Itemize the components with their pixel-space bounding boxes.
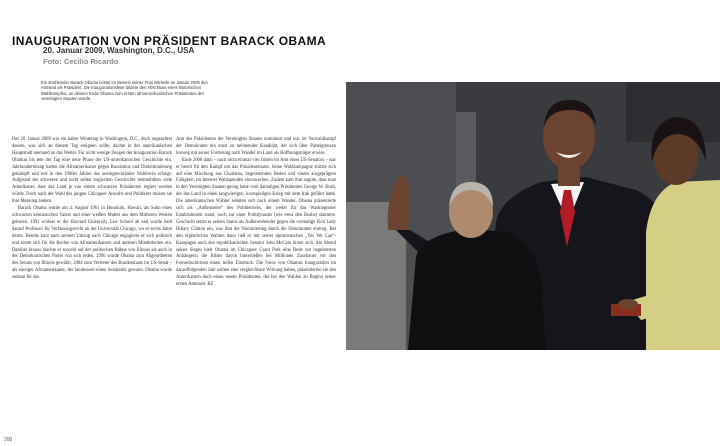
paragraph: Barack Obama wurde am 4. August 1961 in Honolulu, Hawaii, als Sohn eines schwarzen kenianischen Vaters und einer weißen Mutter aus dem Mittleren Westen geboren. 1991 schloss er die Harvard University Law School ab und wurde bald darauf Professor für Verfassungsrecht an der Universität Chicago, wo er sechs Jahre lehrte. Bereits kurz nach seinem Umzug nach Chicago engagierte er sich politisch und setzte sich für die Rechte von Afroamerikanern und anderen Minderheiten ein. Darüber hinaus machte er sowohl auf der politischen Bühne von Illinois als auch in der Demokratischen Partei von sich reden. 1996 wurde Obama zum Abgeordneten des Senats von Illinois gewählt, 2004 zum Vertreter des Bundesstaats im US-Senat – als einziger Afroamerikaner, der landesweit einen Senatssitz gewann. Obama wurde sodann für das [12,206,172,281]
paragraph-text: Ende 2008 dann – nach nicht einmal vier Jahren im Amt eines US-Senators – war er bereit für den Kampf um das Präsidentenamt. Seine Wahlkampagne stützte sich auf eine Mischung aus Charisma, begeisternden Reden und einem ausgeprägten Fähigkeit, im Internet Wahlspenden einzuwerben. Zudem kam ihm zugute, dass man in den Vereinigten Staaten genug hatte vom damaligen Präsidenten George W. Bush, der das Land in einen langwierigen, kostspieligen Krieg mit dem Irak geführt hatte. Die amerikanischen Wähler sehnten sich nach einem Wandel. Obama präsentierte sich als „Außenseiter“ des Politbetriebs, der weder für das Washingtoner Establishment stand, noch zur einer Politdynastie (wie etwa den Bushs) stammte. Geschickt setzte er seinen Status als Außenstehender gegen die vormalige First Lady Hillary Clinton ein, was ihm die Nominierung durch die Demokraten eintrug. Bei den eigentlichen Wahlen dann ließ er mit seiner optimistischen „Yes We Can“-Kampagne auch den republikanischen Senator John McCain hinter sich. Am Abend seines Sieges hielt Obama im Chicagoer Grant Park eine Rede vor begeisterten Anhängern; die Bilder davon hinterließen bei Millionen Zuschauer vor den Fernsehschirmen einen tiefen Eindruck. Die Fotos von Obamas Inauguration im darauffolgenden Jahr sollten eine vergleichbare Wirkung haben, präsentierten sie den Amerikanern doch einen neuen Präsidenten, der bei den Wahlen zu Beginn seiner ersten Amtszeit. [176,157,336,288]
text-column-1 [12,137,172,282]
article-subtitle: 20. Januar 2009, Washington, D.C., USA [43,46,195,55]
paragraph: Amt des Präsidenten der Vereinigten Staaten nominiert und war im Vorwahlkampf der Demokraten ein ernst zu nehmender Kandidat, der sich über Parteigrenzen hinweg mit seiner Forderung nach Wandel im Land als Hoffnungsträger erwies. [176,137,336,156]
paragraph: Der 20. Januar 2009 war ein kalter Wintertag in Washington, D.C., doch ungeachtet dessen, was sich an diesem Tag ereignen sollte, dachte in der amerikanischen Hauptstadt niemand an das Wetter. Für nicht wenige Zeugen der Inauguration Barack Obamas bis tete der Tag eine neue Phase der US-amerikanischen Geschichte ein. Jahrhundertelang hatten die Afroamerikaner gegen Rassismus und Diskriminierung gekämpft und erst in den 1960er Jahren das uneingeschränkte Wahlrecht erlangt. Aufgrund der schweren und nicht selten tragischen Geschichte beinteilidten viele Amerikaner, dass das Land je von einem schwarzen Präsidenten regiert werden würde. Doch nach der Wahl des jungen Chicagoer Anwalts und Politikers musste sie ihre Meinung ändern. [12,137,172,205]
text-column-2 [176,137,336,289]
photo-illustration [346,82,720,350]
page-number: 200 [4,437,13,443]
michelle-dress [646,180,720,350]
photo-credit: Foto: Cecilio Ricardo [43,57,119,66]
article-title: INAUGURATION VON PRÄSIDENT BARACK OBAMA [12,34,327,48]
obama-hand-on-bible [618,299,638,309]
inauguration-photo [346,82,720,350]
author-initials: RZ [207,282,214,288]
justice-robe [408,229,546,350]
photo-caption: Ein strahlender Barack Obama leistet im Beisein seiner Frau Michelle im Januar 2009 den Amtseid als Präsident. Die Inaugurationsfeier bildete den Abschluss eines historischen Wahlkampfes, an dessen Ende Obama zum ersten afroamerikanischen Präsidenten der Vereinigten Staaten wurde. [41,80,208,101]
paragraph [176,158,336,289]
